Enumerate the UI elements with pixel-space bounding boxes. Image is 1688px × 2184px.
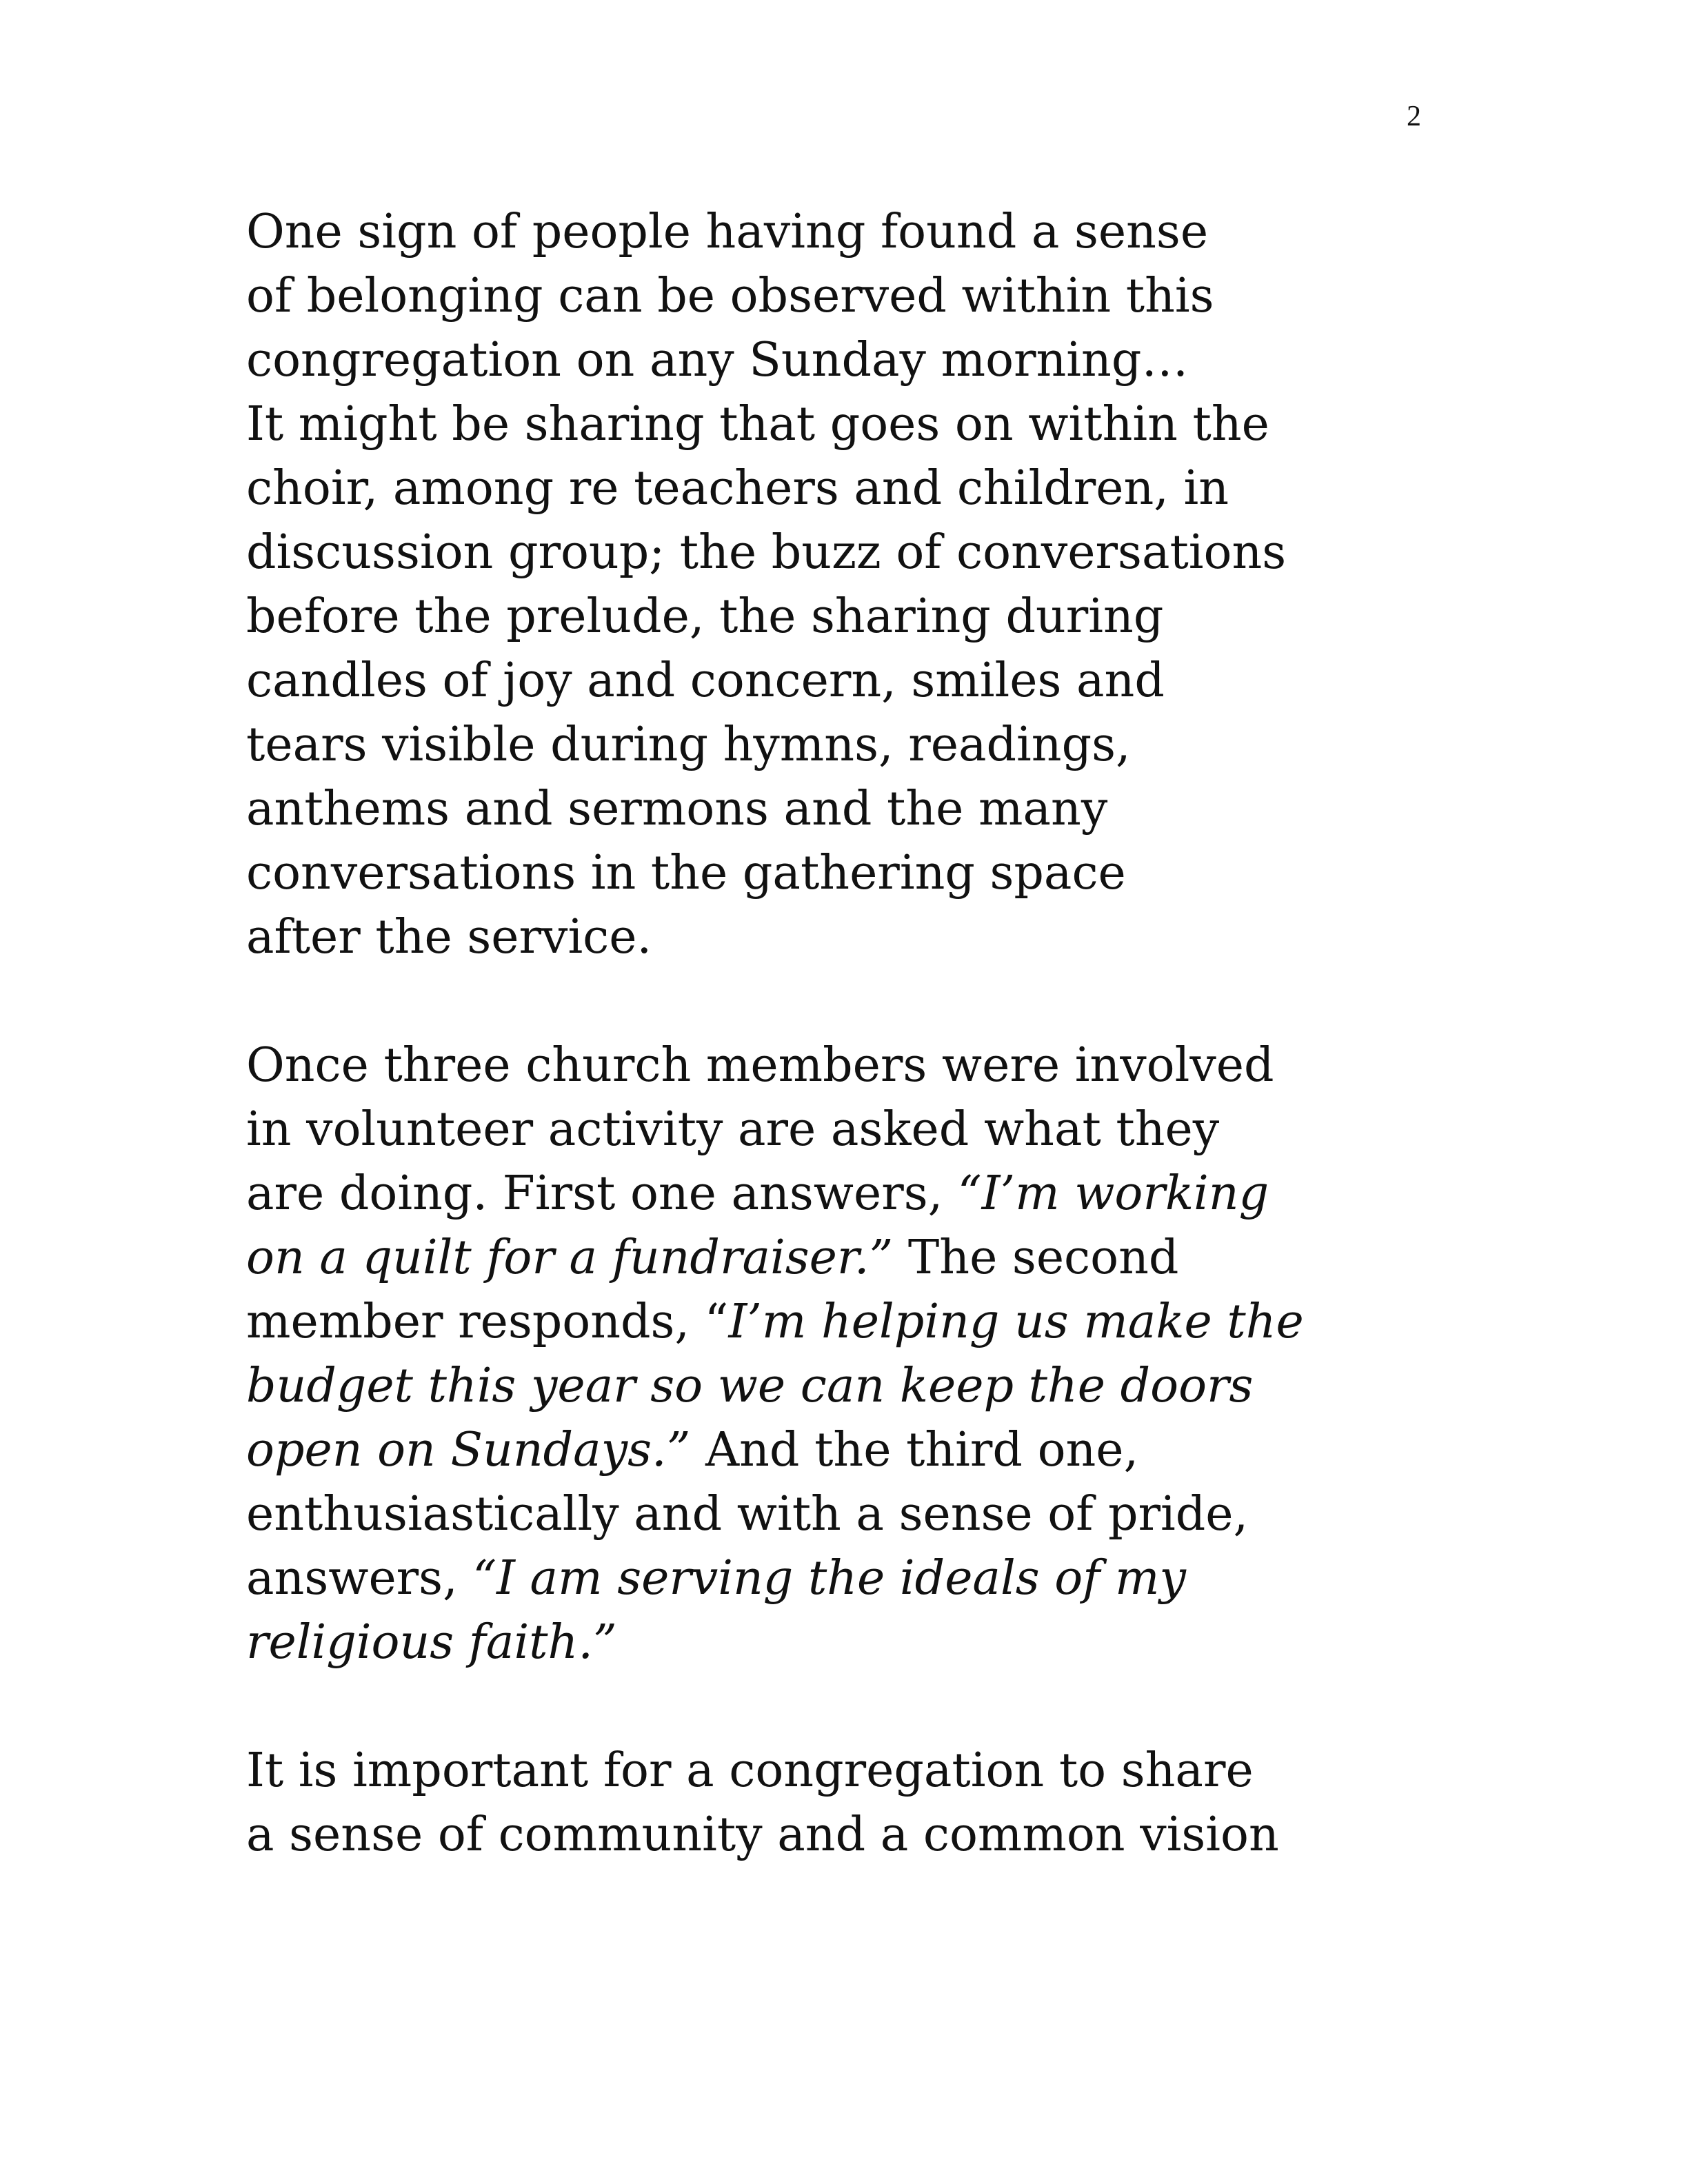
text-line: enthusiastically and with a sense of pride, <box>246 1487 1249 1541</box>
paragraph-community <box>246 1739 1556 1867</box>
text-run: And the third one, <box>690 1423 1139 1477</box>
text-line <box>246 1290 1556 1354</box>
quote-line: budget this year so we can keep the doors <box>246 1359 1254 1413</box>
text-run: are doing. First one answers, <box>246 1166 958 1221</box>
document-body <box>246 200 1556 1867</box>
text-line: tears visible during hymns, readings, <box>246 718 1131 772</box>
text-line: candles of joy and concern, smiles and <box>246 654 1165 708</box>
page-number: 2 <box>1407 101 1421 132</box>
text-run: The second <box>893 1231 1179 1285</box>
quote-run: “I’m working <box>957 1166 1269 1221</box>
text-line <box>246 1226 1556 1290</box>
text-line: One sign of people having found a sense <box>246 205 1209 259</box>
paragraph-spacer <box>246 1675 1556 1739</box>
text-line <box>246 1418 1556 1482</box>
text-line: before the prelude, the sharing during <box>246 589 1164 644</box>
text-line <box>246 1546 1556 1610</box>
text-line: congregation on any Sunday morning… <box>246 333 1189 387</box>
text-line: conversations in the gathering space <box>246 846 1126 900</box>
text-line: after the service. <box>246 910 652 964</box>
text-line: of belonging can be observed within this <box>246 269 1214 323</box>
text-run: answers, <box>246 1551 473 1606</box>
text-line: Once three church members were involved <box>246 1038 1274 1093</box>
paragraph-spacer <box>246 969 1556 1033</box>
text-line: It is important for a congregation to share <box>246 1743 1254 1798</box>
quote-run: open on Sundays.” <box>246 1423 691 1477</box>
text-line: a sense of community and a common vision <box>246 1808 1279 1862</box>
text-line: It might be sharing that goes on within the <box>246 397 1269 452</box>
text-line: discussion group; the buzz of conversations <box>246 525 1287 580</box>
quote-run: I’m helping us make the <box>728 1295 1304 1349</box>
quote-run: on a quilt for a fundraiser.” <box>246 1231 894 1285</box>
quote-line: religious faith.” <box>246 1615 617 1670</box>
paragraph-belonging <box>246 200 1556 969</box>
paragraph-volunteers <box>246 1033 1556 1675</box>
text-line <box>246 1162 1556 1226</box>
text-line: in volunteer activity are asked what they <box>246 1102 1220 1157</box>
quote-run: “I am serving the ideals of my <box>472 1551 1186 1606</box>
text-run: member responds, “ <box>246 1295 729 1349</box>
text-line: choir, among re teachers and children, in <box>246 461 1229 516</box>
text-line: anthems and sermons and the many <box>246 782 1108 836</box>
